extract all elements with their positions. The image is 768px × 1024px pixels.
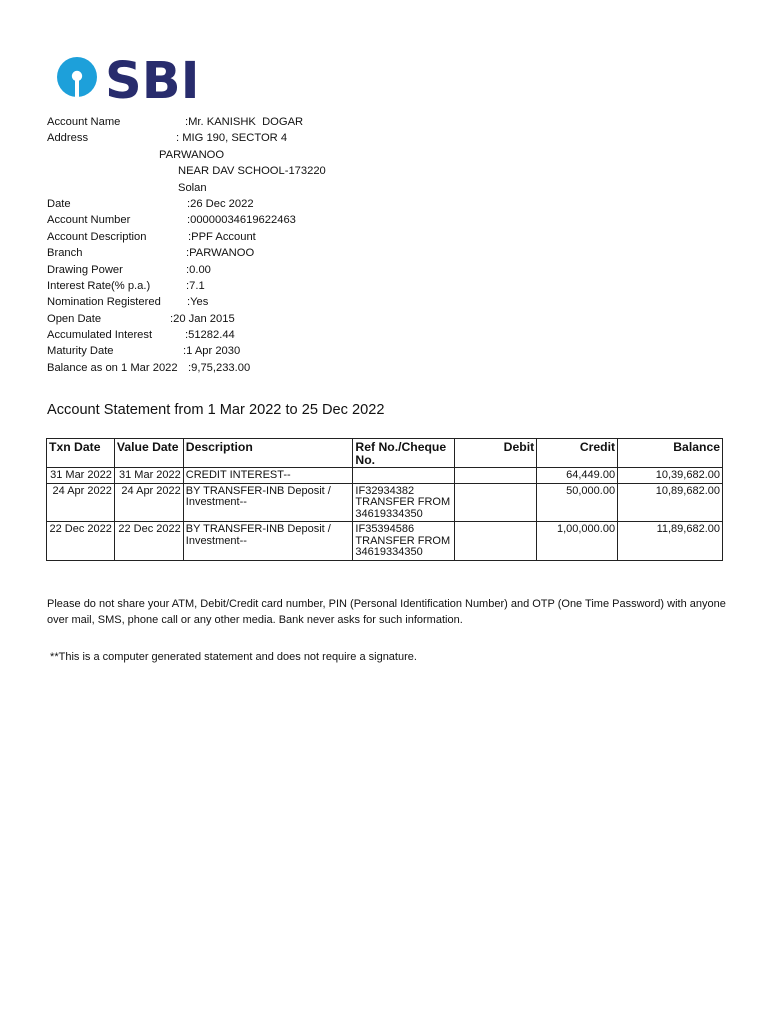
account-info-value: :7.1 xyxy=(186,279,205,292)
col-header-debit: Debit xyxy=(455,439,537,468)
statement-title: Account Statement from 1 Mar 2022 to 25 Dec 2022 xyxy=(47,402,385,418)
cell-value-date: 31 Mar 2022 xyxy=(114,468,183,484)
account-info-value: :0.00 xyxy=(186,263,211,276)
cell-credit: 64,449.00 xyxy=(537,468,618,484)
cell-txn-date: 24 Apr 2022 xyxy=(47,483,115,522)
table-header-row xyxy=(47,439,723,468)
cell-value-date: 22 Dec 2022 xyxy=(114,522,183,561)
account-info-value: :00000034619622463 xyxy=(187,214,296,227)
cell-credit: 50,000.00 xyxy=(537,483,618,522)
cell-description: BY TRANSFER-INB Deposit / Investment-- xyxy=(183,522,353,561)
account-info-label: Date xyxy=(47,197,71,210)
account-info-label: Accumulated Interest xyxy=(47,329,153,342)
cell-description: CREDIT INTEREST-- xyxy=(183,468,353,484)
table-row xyxy=(47,468,723,484)
transactions-table xyxy=(46,438,723,561)
account-info-label: Maturity Date xyxy=(47,345,114,358)
account-info-value: PARWANOO xyxy=(159,148,225,161)
account-info-label: Branch xyxy=(47,247,83,260)
sbi-logo xyxy=(55,52,200,102)
cell-txn-date: 31 Mar 2022 xyxy=(47,468,115,484)
table-row xyxy=(47,522,723,561)
cell-description: BY TRANSFER-INB Deposit / Investment-- xyxy=(183,483,353,522)
account-info-label: Account Description xyxy=(47,230,147,243)
account-info-value: :1 Apr 2030 xyxy=(183,345,241,358)
cell-txn-date: 22 Dec 2022 xyxy=(47,522,115,561)
account-info-label: Drawing Power xyxy=(47,263,123,276)
security-notice: Please do not share your ATM, Debit/Credit card number, PIN (Personal Identification Number) and OTP (One Time Password) with anyone over mail, SMS, phone call or any other media. Bank never asks for such information. xyxy=(47,598,726,626)
account-info-value: :PPF Account xyxy=(188,230,256,243)
cell-credit: 1,00,000.00 xyxy=(537,522,618,561)
cell-debit xyxy=(455,483,537,522)
account-info-label: Account Name xyxy=(47,116,121,128)
cell-ref: IF35394586 TRANSFER FROM 34619334350 xyxy=(353,522,455,561)
col-header-credit: Credit xyxy=(537,439,618,468)
col-header-value-date: Value Date xyxy=(114,439,183,468)
cell-ref xyxy=(353,468,455,484)
account-info-value: NEAR DAV SCHOOL-173220 xyxy=(178,165,326,178)
table-row xyxy=(47,483,723,522)
cell-balance: 10,39,682.00 xyxy=(618,468,723,484)
col-header-txn-date: Txn Date xyxy=(47,439,115,468)
cell-value-date: 24 Apr 2022 xyxy=(114,483,183,522)
account-info-value: :51282.44 xyxy=(185,329,235,342)
account-info-value: :PARWANOO xyxy=(186,247,255,260)
account-info-value: :Yes xyxy=(187,296,209,309)
account-info-label: Address xyxy=(47,132,89,145)
col-header-balance: Balance xyxy=(618,439,723,468)
col-header-description: Description xyxy=(183,439,353,468)
account-info-value: :20 Jan 2015 xyxy=(170,312,235,325)
cell-debit xyxy=(455,522,537,561)
account-info-label: Balance as on 1 Mar 2022 xyxy=(47,361,178,374)
col-header-ref: Ref No./Cheque No. xyxy=(353,439,455,468)
cell-balance: 11,89,682.00 xyxy=(618,522,723,561)
cell-debit xyxy=(455,468,537,484)
account-info-value: : MIG 190, SECTOR 4 xyxy=(176,132,288,145)
account-info-value: Solan xyxy=(178,181,207,194)
account-info-label: Open Date xyxy=(47,312,102,325)
cell-balance: 10,89,682.00 xyxy=(618,483,723,522)
cell-ref: IF32934382 TRANSFER FROM 34619334350 xyxy=(353,483,455,522)
account-info-label: Interest Rate(% p.a.) xyxy=(47,279,151,292)
sbi-logo-text: SBI xyxy=(105,52,200,102)
account-info-value: :9,75,233.00 xyxy=(188,361,251,374)
signature-notice: **This is a computer generated statement and does not require a signature. xyxy=(47,651,417,663)
account-info-value: :Mr. KANISHK DOGAR xyxy=(185,116,304,128)
account-info-label: Nomination Registered xyxy=(47,296,161,309)
account-info-label: Account Number xyxy=(47,214,131,227)
account-info-value: :26 Dec 2022 xyxy=(187,197,254,210)
